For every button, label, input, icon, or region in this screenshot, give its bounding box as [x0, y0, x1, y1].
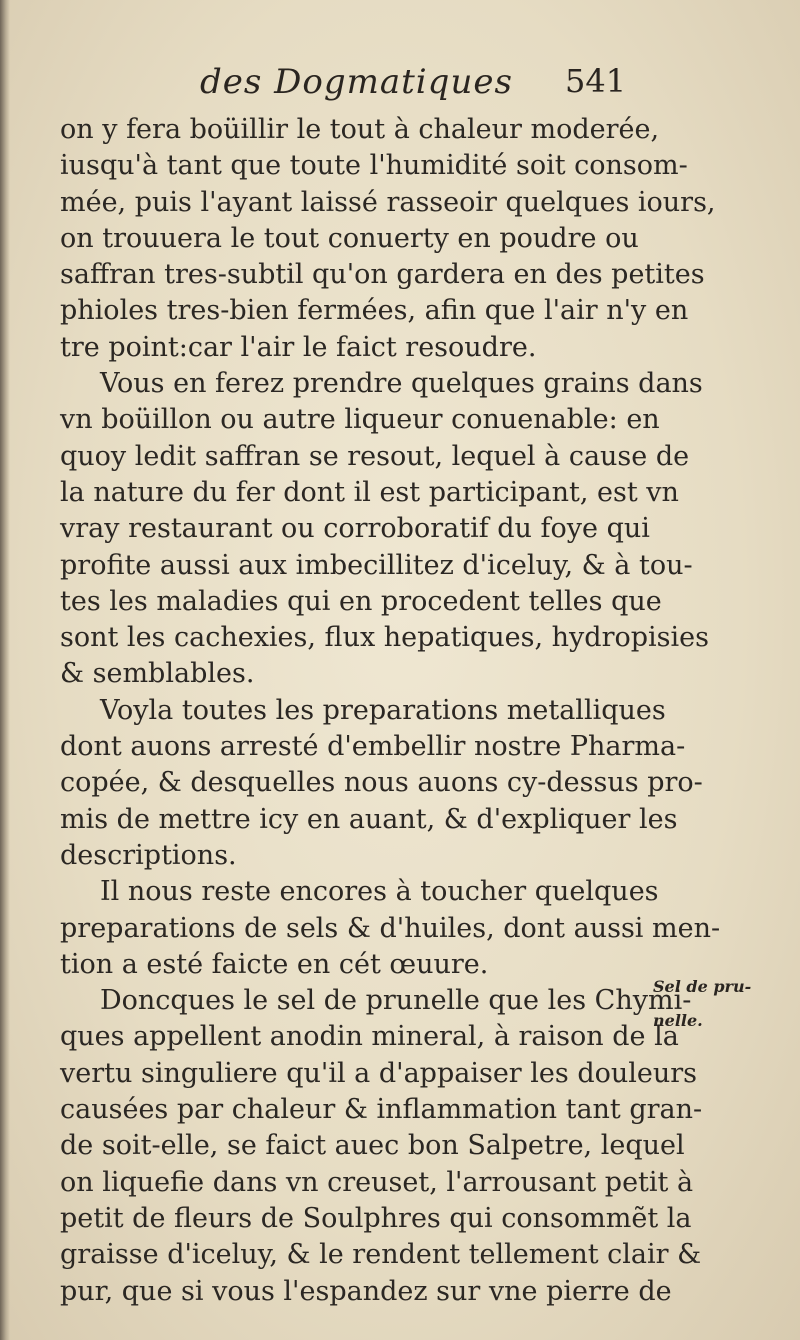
- text-line: on y fera boüillir le tout à chaleur moderée,: [60, 114, 660, 145]
- text-line: preparations de sels & d'huiles, dont aussi men-: [60, 912, 721, 944]
- paragraph: [60, 693, 703, 874]
- text-line: de soit-elle, se faict auec bon Salpetre, lequel: [60, 1130, 685, 1162]
- text-line: dont auons arresté d'embellir nostre Pharma-: [60, 731, 686, 763]
- paragraph: [60, 112, 716, 366]
- text-line: mée, puis l'ayant laissé rasseoir quelques iours,: [60, 186, 716, 218]
- page-header: [0, 62, 800, 112]
- text-line: on liquefie dans vn creuset, l'arrousant petit à: [60, 1166, 694, 1198]
- text-line: phioles tres-bien fermées, afin que l'air n'y en: [60, 295, 689, 327]
- running-title: des Dogmatiques: [200, 62, 513, 102]
- text-line: on trouuera le tout conuerty en poudre ou: [60, 222, 639, 254]
- margin-note-line: Sel de pru-: [653, 977, 752, 996]
- paragraph: [60, 874, 721, 983]
- page-number: 541: [565, 62, 627, 100]
- text-line: petit de fleurs de Soulphres qui consommẽt la: [60, 1202, 692, 1234]
- text-line: mis de mettre icy en auant, & d'expliquer les: [60, 803, 678, 835]
- margin-note: [653, 970, 751, 1038]
- text-line: vertu singuliere qu'il a d'appaiser les douleurs: [60, 1057, 698, 1089]
- text-line: vray restaurant ou corroboratif du foye qui: [60, 513, 650, 545]
- text-line: ques appellent anodin mineral, à raison de la: [60, 1021, 679, 1053]
- text-line: saffran tres-subtil qu'on gardera en des petites: [60, 259, 705, 291]
- text-line: Il nous reste encores à toucher quelques: [100, 876, 659, 908]
- text-line: copée, & desquelles nous auons cy-dessus pro-: [60, 767, 703, 799]
- text-line: tre point:car l'air le faict resoudre.: [60, 331, 537, 363]
- text-line: iusqu'à tant que toute l'humidité soit consom-: [60, 150, 688, 182]
- text-line: la nature du fer dont il est participant, est vn: [60, 476, 679, 508]
- text-line: causées par chaleur & inflammation tant gran-: [60, 1094, 703, 1126]
- text-line: Voyla toutes les preparations metalliques: [100, 694, 666, 726]
- text-line: Doncques le sel de prunelle que les Chymi-: [100, 985, 692, 1017]
- text-line: tes les maladies qui en procedent telles que: [60, 585, 662, 617]
- text-line: profite aussi aux imbecillitez d'iceluy, & à tou-: [60, 549, 693, 581]
- body-text: [60, 112, 721, 1310]
- text-line: graisse d'iceluy, & le rendent tellement clair &: [60, 1239, 702, 1271]
- text-line: Vous en ferez prendre quelques grains dans: [100, 368, 703, 400]
- text-line: descriptions.: [60, 839, 237, 871]
- paragraph: [60, 983, 703, 1310]
- text-line: vn boüillon ou autre liqueur conuenable: en: [60, 404, 660, 436]
- text-line: pur, que si vous l'espandez sur vne pierre de: [60, 1275, 672, 1307]
- paragraph: [60, 366, 710, 693]
- text-line: quoy ledit saffran se resout, lequel à cause de: [60, 440, 690, 472]
- binding-gutter: [0, 0, 10, 1340]
- margin-note-line: nelle.: [653, 1011, 703, 1030]
- text-line: sont les cachexies, flux hepatiques, hydropisies: [60, 622, 710, 654]
- text-line: & semblables.: [60, 658, 255, 690]
- text-line: tion a esté faicte en cét œuure.: [60, 948, 489, 980]
